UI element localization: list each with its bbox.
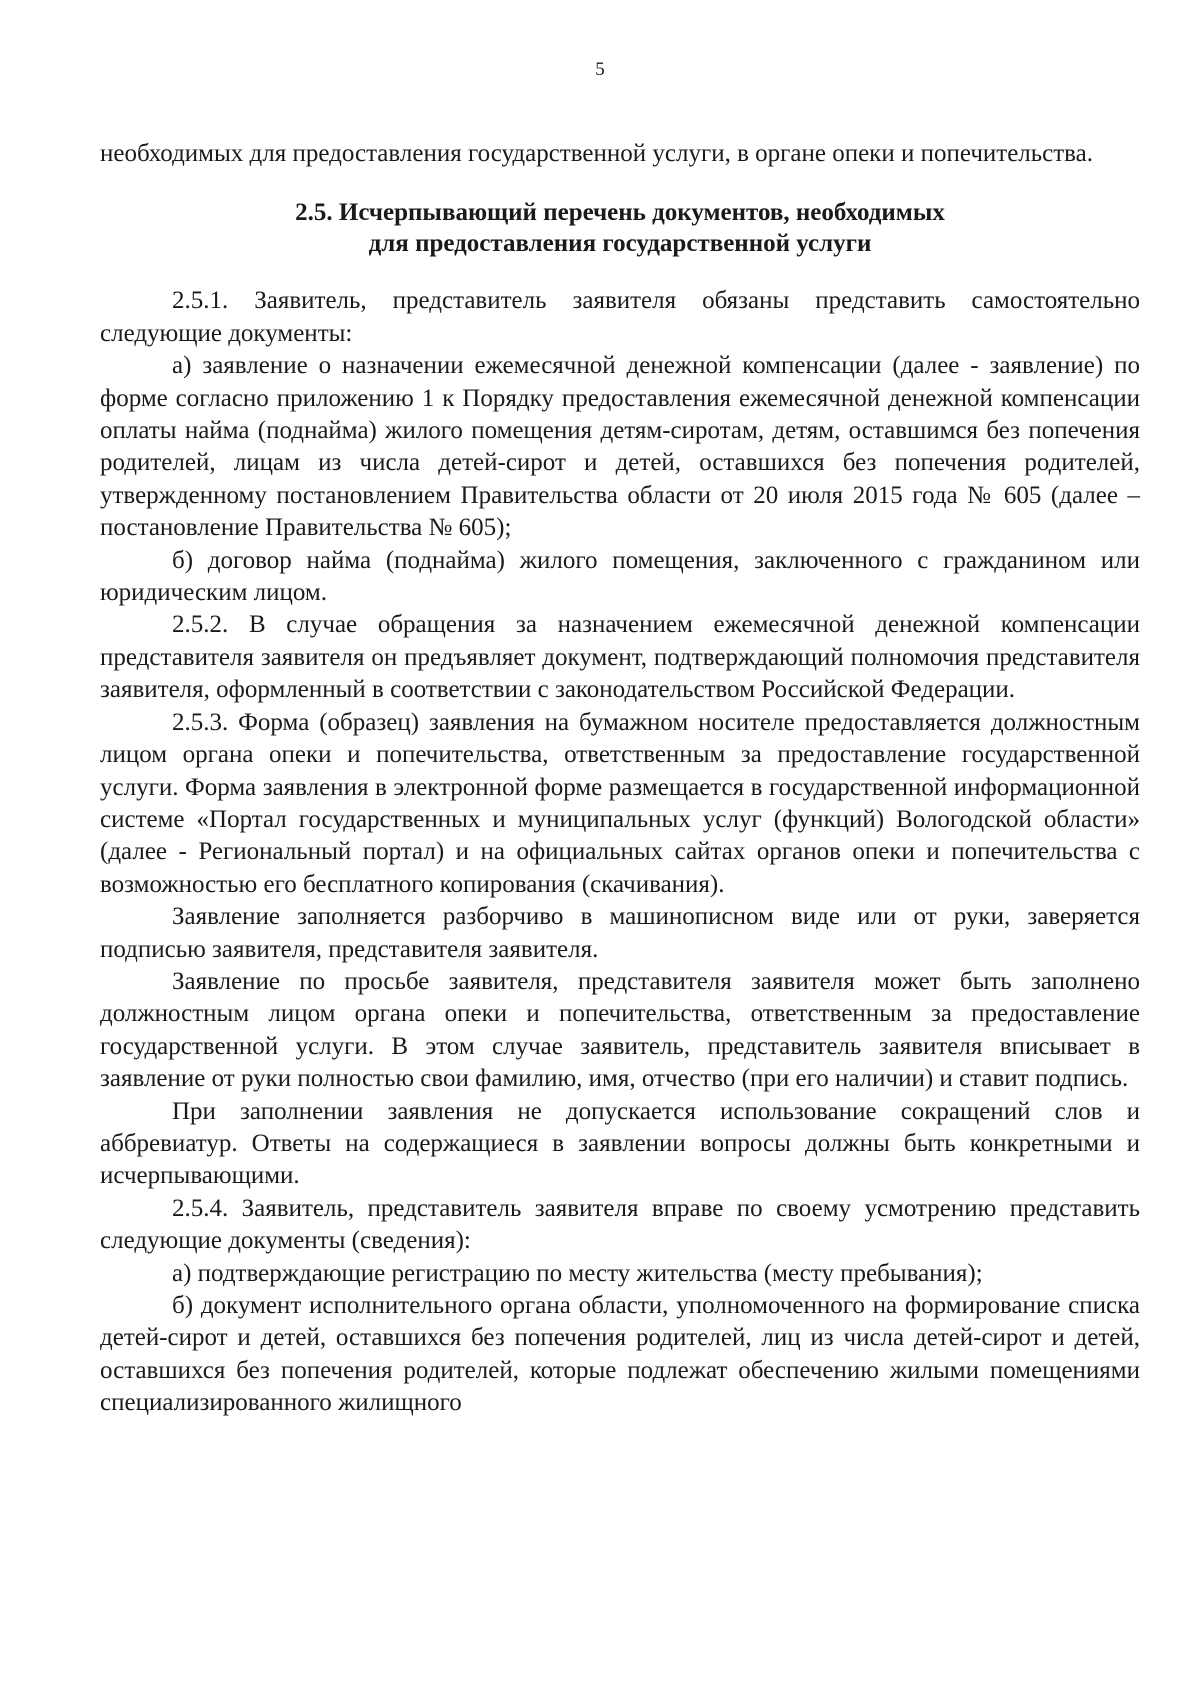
list-item-b-lease-contract: б) договор найма (поднайма) жилого помещения, заключенного с гражданином или юридическим лицом. xyxy=(100,546,1140,607)
section-heading-line-1: 2.5. Исчерпывающий перечень документов, необходимых xyxy=(295,199,945,227)
list-item-a-registration: а) подтверждающие регистрацию по месту жительства (месту пребывания); xyxy=(172,1259,983,1287)
paragraph-2-5-4: 2.5.4. Заявитель, представитель заявителя вправе по своему усмотрению представить следующие документы (сведения): xyxy=(100,1194,1140,1255)
paragraph-2-5-3: 2.5.3. Форма (образец) заявления на бумажном носителе предоставляется должностным лицом органа опеки и попечительства, ответственным за предоставление государственной услуги. Форма заявления в электронной форме размещается в государственной информационной системе «Портал государственных и муниципальных услуг (функций) Вологодской области» (далее - Региональный портал) и на официальных сайтах органов опеки и попечительства с возможностью его бесплатного копирования (скачивания). xyxy=(100,708,1140,898)
paragraph-filled-by-official: Заявление по просьбе заявителя, представителя заявителя может быть заполнено должностным лицом органа опеки и попечительства, ответственным за предоставление государственной услуги. В этом случае заявитель, представитель заявителя вписывает в заявление от руки полностью свои фамилию, имя, отчество (при его наличии) и ставит подпись. xyxy=(100,967,1140,1093)
page-number: 5 xyxy=(595,59,605,80)
section-heading xyxy=(100,197,1140,259)
section-heading-line-2: для предоставления государственной услуги xyxy=(368,230,872,258)
paragraph-filling-rules: Заявление заполняется разборчиво в машинописном виде или от руки, заверяется подписью заявителя, представителя заявителя. xyxy=(100,903,1140,963)
paragraph-no-abbreviations: При заполнении заявления не допускается использование сокращений слов и аббревиатур. Ответы на содержащиеся в заявлении вопросы должны быть конкретными и исчерпывающими. xyxy=(100,1097,1140,1190)
document-body xyxy=(100,138,1140,1420)
paragraph-2-5-2: 2.5.2. В случае обращения за назначением ежемесячной денежной компенсации представителя заявителя он предъявляет документ, подтверждающий полномочия представителя заявителя, оформленный в соответствии с законодательством Российской Федерации. xyxy=(100,611,1140,704)
list-item-b-executive-document: б) документ исполнительного органа области, уполномоченного на формирование списка детей-сирот и детей, оставшихся без попечения родителей, лиц из числа детей-сирот и детей, оставшихся без попечения родителей, которые подлежат обеспечению жилыми помещениями специализированного жилищного xyxy=(100,1292,1140,1417)
paragraph-2-5-1: 2.5.1. Заявитель, представитель заявителя обязаны представить самостоятельно следующие документы: xyxy=(100,287,1140,347)
list-item-a-application: а) заявление о назначении ежемесячной денежной компенсации (далее - заявление) по форме согласно приложению 1 к Порядку предоставления ежемесячной денежной компенсации оплаты найма (поднайма) жилого помещения детям-сиротам, детям, оставшимся без попечения родителей, лицам из числа детей-сирот и детей, оставшихся без попечения родителей, утвержденному постановлением Правительства области от 20 июля 2015 года № 605 (далее – постановление Правительства № 605); xyxy=(100,352,1140,542)
continuation-paragraph: необходимых для предоставления государственной услуги, в органе опеки и попечительства. xyxy=(100,140,1094,167)
